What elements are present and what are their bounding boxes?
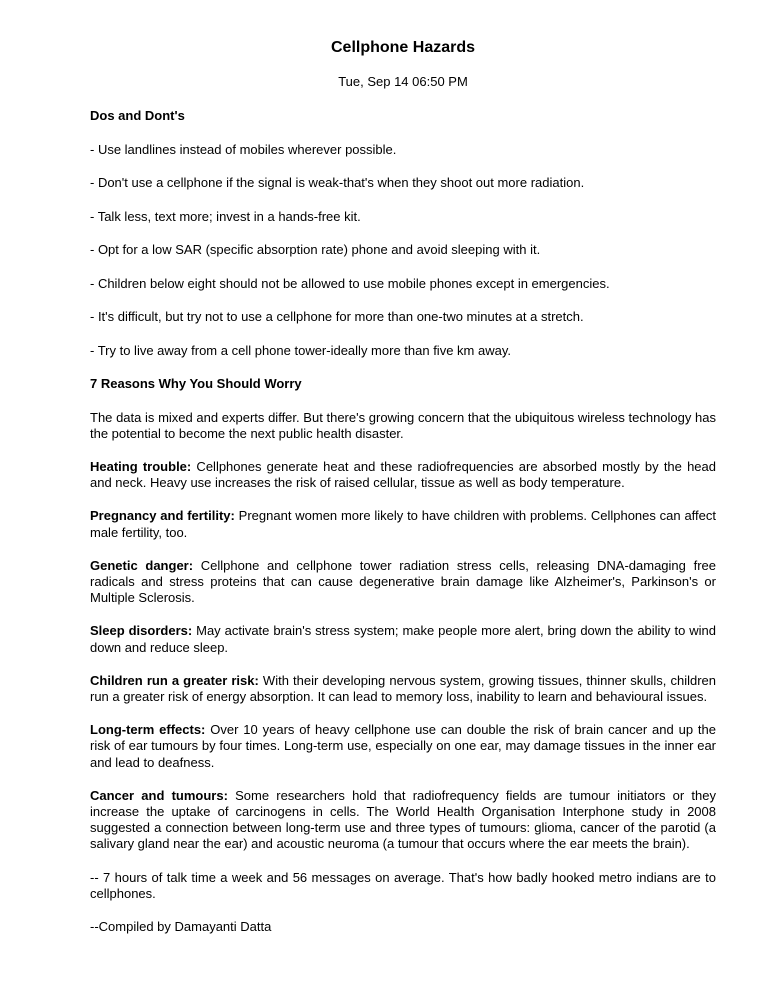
dos-item: - Use landlines instead of mobiles wherever possible.: [90, 141, 397, 157]
reason-text: Pregnant women more likely to have children with problems. Cellphones can affect male fertility, too.: [90, 508, 717, 540]
reason-lead: Heating trouble:: [90, 458, 192, 474]
reason-lead: Long-term effects:: [90, 722, 206, 738]
document-date: Tue, Sep 14 06:50 PM: [338, 74, 468, 89]
reason-text: Cellphones generate heat and these radiofrequencies are absorbed mostly by the head and neck. Heavy use increases the risk of raised cellular, tissue as well as body temperature.: [90, 458, 716, 491]
reason-text: May activate brain's stress system; make people more alert, bring down the ability to wind down and reduce sleep.: [90, 623, 716, 655]
reason-text: Cellphone and cellphone tower radiation stress cells, releasing DNA-damaging free radicals and stress proteins that can cause degenerative brain damage like Alzheimer's, Parkinson's or Multiple Sclerosis.: [90, 557, 716, 606]
reason-lead: Cancer and tumours:: [90, 787, 228, 803]
dos-item: - Don't use a cellphone if the signal is weak-that's when they shoot out more radiation.: [90, 175, 585, 190]
dos-item: - Opt for a low SAR (specific absorption rate) phone and avoid sleeping with it.: [90, 242, 541, 257]
dos-item: - Try to live away from a cell phone tower-ideally more than five km away.: [90, 342, 511, 358]
dos-item: - Children below eight should not be allowed to use mobile phones except in emergencies.: [90, 275, 610, 291]
intro-paragraph: The data is mixed and experts differ. But there's growing concern that the ubiquitous wireless technology has the potential to become the next public health disaster.: [90, 409, 716, 441]
reason-paragraph: [90, 722, 716, 771]
reason-text: Over 10 years of heavy cellphone use can double the risk of brain cancer and up the risk of ear tumours by four times. Long-term use, especially on one ear, may damage tissues in the inner ear and lead to deafness.: [90, 722, 717, 770]
reason-text: With their developing nervous system, growing tissues, thinner skulls, children run a greater risk of energy absorption. It can lead to memory loss, inability to learn and behavioural issues.: [90, 672, 716, 704]
reason-text: Some researchers hold that radiofrequency fields are tumour initiators or they increase the uptake of carcinogens in cells. The World Health Organisation Interphone study in 2008 suggested a connection between long-term use and three types of tumours: glioma, cancer of the parotid (a salivary gland near the ear) and acoustic neuroma (a tumour that occurs where the ear meets the brain).: [90, 787, 716, 852]
reason-paragraph: [90, 558, 716, 607]
reason-paragraph: [90, 623, 716, 655]
reason-lead: Sleep disorders:: [90, 623, 193, 639]
dos-heading: Dos and Dont's: [90, 108, 185, 123]
dos-item: - Talk less, text more; invest in a hands-free kit.: [90, 208, 361, 224]
reason-paragraph: [90, 788, 716, 853]
dos-item: - It's difficult, but try not to use a cellphone for more than one-two minutes at a stretch.: [90, 309, 584, 324]
reason-lead: Pregnancy and fertility:: [90, 508, 235, 524]
reason-paragraph: [90, 459, 716, 491]
author-credit: --Compiled by Damayanti Datta: [90, 918, 272, 934]
reasons-heading: 7 Reasons Why You Should Worry: [90, 376, 302, 391]
reason-lead: Children run a greater risk:: [90, 672, 259, 688]
closing-paragraph: -- 7 hours of talk time a week and 56 messages on average. That's how badly hooked metro indians are to cellphones.: [90, 869, 716, 901]
reason-lead: Genetic danger:: [90, 557, 194, 573]
reason-paragraph: [90, 673, 716, 705]
document-title: Cellphone Hazards: [330, 39, 476, 56]
reason-paragraph: [90, 508, 716, 540]
